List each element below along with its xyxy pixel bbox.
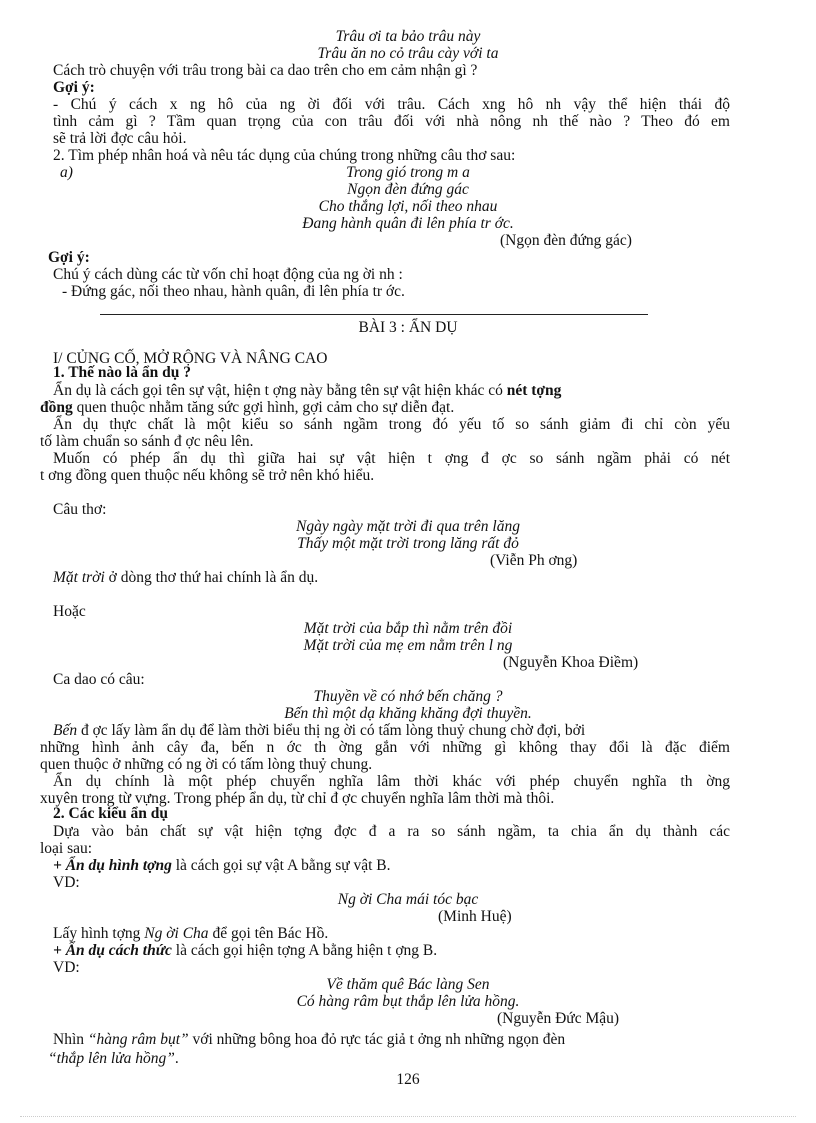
example-label: Ca dao có câu: xyxy=(53,671,145,688)
hint-paragraph-line: sẽ trả lời đợc câu hỏi. xyxy=(53,130,187,147)
poem-source: (Ngọn đèn đứng gác) xyxy=(500,232,632,249)
note-text: Lấy hình tợng xyxy=(53,925,145,942)
hint-label: Gợi ý: xyxy=(48,249,90,266)
conclusion-line xyxy=(53,1031,730,1048)
poem-line: Đang hành quân đi lên phía tr ớc. xyxy=(302,215,514,232)
conclusion-italic: “hàng râm bụt” xyxy=(87,1031,189,1048)
hint-line: - Đứng gác, nối theo nhau, hành quân, đi lên phía tr ớc. xyxy=(62,283,405,300)
poem-line: Thuyền về có nhớ bến chăng ? xyxy=(313,688,503,705)
type-2-description: là cách gọi hiện tợng A bằng hiện t ợng B. xyxy=(171,942,438,959)
definition-text: Ẩn dụ là cách gọi tên sự vật, hiện t ợng này bằng tên sự vật hiện khác có xyxy=(53,382,507,399)
poem-line: Mặt trời của mẹ em nằm trên l ng xyxy=(303,637,513,654)
example-note-text: đ ợc lấy làm ẩn dụ để làm thời biểu thị ng ời có tấm lòng thuỷ chung chờ đợi, bởi xyxy=(77,722,586,739)
type-2-line xyxy=(53,942,437,959)
type-1-description: là cách gọi sự vật A bằng sự vật B. xyxy=(171,857,391,874)
type-1-line xyxy=(53,857,391,874)
page-bottom-border xyxy=(20,1116,796,1117)
poem-line: Ngày ngày mặt trời đi qua trên lăng xyxy=(296,518,520,535)
example-note-italic: Bến xyxy=(53,722,78,739)
poem-source: (Nguyễn Khoa Điềm) xyxy=(503,654,639,671)
poem-source: (Minh Huệ) xyxy=(438,908,512,925)
poem-line: Có hàng râm bụt thắp lên lửa hồng. xyxy=(296,993,520,1010)
lesson-title: BÀI 3 : ẨN DỤ xyxy=(358,319,458,336)
page-number: 126 xyxy=(396,1071,420,1088)
poem-line: Bến thì một dạ khăng khăng đợi thuyền. xyxy=(284,705,532,722)
definition-bold: nét tợng xyxy=(506,382,562,399)
conclusion-text: Nhìn xyxy=(53,1031,88,1048)
poem-source: (Nguyễn Đức Mậu) xyxy=(497,1010,620,1027)
conclusion-italic: “thắp lên lửa hồng” xyxy=(48,1050,175,1067)
section-divider xyxy=(100,314,648,315)
example-note xyxy=(53,722,730,739)
poem-line: Ng ời Cha mái tóc bạc xyxy=(337,891,479,908)
definition-bold: đồng xyxy=(40,399,73,416)
definition-line xyxy=(40,399,454,416)
example-note-text: ở dòng thơ thứ hai chính là ẩn dụ. xyxy=(104,569,319,586)
poem-line: Cho thắng lợi, nối theo nhau xyxy=(318,198,498,215)
definition-line xyxy=(53,382,730,399)
poem-line: Ngọn đèn đứng gác xyxy=(347,181,469,198)
example-label: Hoặc xyxy=(53,603,86,620)
poem-line: Thấy một mặt trời trong lăng rất đỏ xyxy=(297,535,519,552)
poem-line: Về thăm quê Bác làng Sen xyxy=(326,976,490,993)
hint-paragraph-line: - Chú ý cách x ng hô của ng ời đối với trâu. Cách xng hô nh vậy thể hiện thái độ xyxy=(53,96,730,113)
example-note-line: xuyên trong từ vựng. Trong phép ẩn dụ, từ chỉ đ ợc chuyển nghĩa lâm thời mà thôi. xyxy=(40,790,555,807)
note-text: để gọi tên Bác Hồ. xyxy=(208,925,329,942)
example-label: VD: xyxy=(53,874,80,891)
example-note xyxy=(53,569,318,586)
example-label: Câu thơ: xyxy=(53,501,107,518)
poem-line: Trong gió trong m a xyxy=(346,164,470,181)
definition-line: Muốn có phép ẩn dụ thì giữa hai sự vật hiện t ợng đ ợc so sánh ngầm phải có nét xyxy=(53,450,730,467)
hint-line: Chú ý cách dùng các từ vốn chỉ hoạt động của ng ời nh : xyxy=(53,266,403,283)
poem-line: Trâu ăn no cỏ trâu cày với ta xyxy=(317,45,499,62)
subsection-heading: 1. Thế nào là ẩn dụ ? xyxy=(53,364,191,381)
example-note-line: những hình ảnh cây đa, bến n ớc th ờng gắn với những gì không thay đổi là đặc điểm xyxy=(40,739,730,756)
definition-line: Ẩn dụ thực chất là một kiểu so sánh ngầm trong đó yếu tố so sánh giảm đi chỉ còn yếu xyxy=(53,416,730,433)
definition-line: tố làm chuẩn so sánh đ ợc nêu lên. xyxy=(40,433,254,450)
types-intro-line: loại sau: xyxy=(40,840,93,857)
poem-line: Trâu ơi ta bảo trâu này xyxy=(335,28,481,45)
conclusion-line xyxy=(48,1050,179,1067)
conclusion-text: với những bông hoa đỏ rực tác giả t ởng nh những ngọn đèn xyxy=(188,1031,566,1048)
example-note-line: quen thuộc ở những có ng ời có tấm lòng thuỷ chung. xyxy=(40,756,373,773)
poem-source: (Viễn Ph ơng) xyxy=(490,552,578,569)
example-note-italic: Mặt trời xyxy=(53,569,105,586)
type-1-name: + Ẩn dụ hình tợng xyxy=(53,857,172,874)
type-2-name: + Ẩn dụ cách thức xyxy=(53,942,172,959)
conclusion-text: . xyxy=(174,1050,179,1067)
section-heading: I/ CỦNG CỐ, MỞ RỘNG VÀ NÂNG CAO xyxy=(53,350,328,367)
definition-text: quen thuộc nhằm tăng sức gợi hình, gợi cảm cho sự diễn đạt. xyxy=(72,399,455,416)
question-1: Cách trò chuyện với trâu trong bài ca dao trên cho em cảm nhận gì ? xyxy=(53,62,478,79)
types-intro-line: Dựa vào bản chất sự vật hiện tợng đợc đ a ra so sánh ngầm, ta chia ẩn dụ thành các xyxy=(53,823,730,840)
question-2-part-a: a) xyxy=(60,164,73,181)
subsection-heading: 2. Các kiểu ẩn dụ xyxy=(53,805,168,822)
definition-line: t ơng đồng quen thuộc nếu không sẽ trở nên khó hiểu. xyxy=(40,467,375,484)
hint-paragraph-line: tình cảm gì ? Tầm quan trọng của con trâu đối với nhà nông nh thế nào ? Theo đó em xyxy=(53,113,730,130)
example-note-line: Ẩn dụ chính là một phép chuyển nghĩa lâm thời khác với phép chuyển nghĩa th ờng xyxy=(53,773,730,790)
poem-line: Mặt trời của bắp thì nằm trên đồi xyxy=(303,620,513,637)
note-italic: Ng ời Cha xyxy=(144,925,209,942)
hint-label: Gợi ý: xyxy=(53,79,95,96)
example-label: VD: xyxy=(53,959,80,976)
question-2: 2. Tìm phép nhân hoá và nêu tác dụng của chúng trong những câu thơ sau: xyxy=(53,147,516,164)
type-1-note xyxy=(53,925,328,942)
